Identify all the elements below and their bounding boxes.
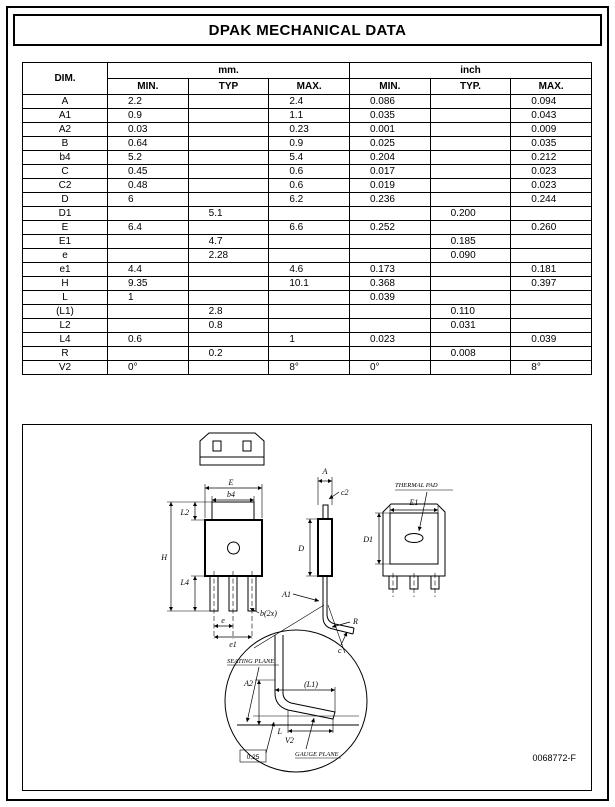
table-row <box>23 347 592 361</box>
value-cell <box>188 109 269 123</box>
value-cell <box>430 221 511 235</box>
value-cell: 0.9 <box>108 109 189 123</box>
value-cell <box>430 165 511 179</box>
mm-typ-header: TYP <box>188 79 269 95</box>
value-cell: 0.181 <box>511 263 592 277</box>
value-cell <box>349 305 430 319</box>
value-cell <box>430 277 511 291</box>
dim-cell: R <box>23 347 108 361</box>
dim-cell: D <box>23 193 108 207</box>
value-cell: 0° <box>108 361 189 375</box>
label-D: D <box>298 544 304 553</box>
gauge-offset-label: 0,25 <box>246 754 260 761</box>
label-E: E <box>228 478 234 487</box>
value-cell <box>108 249 189 263</box>
value-cell <box>188 123 269 137</box>
table-row <box>23 165 592 179</box>
table-row <box>23 151 592 165</box>
value-cell: 0.23 <box>269 123 350 137</box>
label-b4: b4 <box>227 490 235 499</box>
mechanical-drawing-box <box>22 424 592 791</box>
table-body <box>23 95 592 375</box>
value-cell <box>188 277 269 291</box>
value-cell <box>108 207 189 221</box>
mm-max-header: MAX. <box>269 79 350 95</box>
value-cell: 0.397 <box>511 277 592 291</box>
value-cell: 0.9 <box>269 137 350 151</box>
value-cell: 0.086 <box>349 95 430 109</box>
value-cell: 0.252 <box>349 221 430 235</box>
value-cell <box>188 263 269 277</box>
table-row <box>23 319 592 333</box>
value-cell: 5.2 <box>108 151 189 165</box>
value-cell: 8° <box>269 361 350 375</box>
value-cell <box>349 235 430 249</box>
dim-cell: A1 <box>23 109 108 123</box>
dim-cell: A <box>23 95 108 109</box>
value-cell: 0.023 <box>511 179 592 193</box>
value-cell: 0.173 <box>349 263 430 277</box>
label-R: R <box>353 617 358 626</box>
value-cell: 0.090 <box>430 249 511 263</box>
table-row <box>23 109 592 123</box>
value-cell: 0.6 <box>108 333 189 347</box>
value-cell: 0.031 <box>430 319 511 333</box>
dim-cell: H <box>23 277 108 291</box>
value-cell: 0° <box>349 361 430 375</box>
table-row <box>23 95 592 109</box>
table-row <box>23 361 592 375</box>
table-row <box>23 277 592 291</box>
value-cell <box>188 333 269 347</box>
label-b2x: b(2x) <box>260 609 277 618</box>
value-cell: 0.035 <box>349 109 430 123</box>
package-drawing <box>23 425 590 787</box>
label-D1: D1 <box>363 535 373 544</box>
value-cell <box>269 291 350 305</box>
value-cell: 0.212 <box>511 151 592 165</box>
value-cell: 0.110 <box>430 305 511 319</box>
value-cell: 5.4 <box>269 151 350 165</box>
value-cell: 0.6 <box>269 179 350 193</box>
value-cell <box>511 305 592 319</box>
value-cell <box>430 291 511 305</box>
inch-max-header: MAX. <box>511 79 592 95</box>
table-row <box>23 235 592 249</box>
value-cell: 0.200 <box>430 207 511 221</box>
dim-header-cell: DIM. <box>23 63 108 95</box>
value-cell: 4.7 <box>188 235 269 249</box>
value-cell: 0.023 <box>511 165 592 179</box>
dim-cell: L4 <box>23 333 108 347</box>
page-title: DPAK MECHANICAL DATA <box>208 21 407 39</box>
thermal-pad-view <box>362 482 453 597</box>
value-cell <box>108 347 189 361</box>
value-cell: 4.4 <box>108 263 189 277</box>
label-A2: A2 <box>244 679 253 688</box>
table-row <box>23 333 592 347</box>
table-row <box>23 123 592 137</box>
value-cell: 0.6 <box>269 165 350 179</box>
dim-cell: D1 <box>23 207 108 221</box>
value-cell: 0.039 <box>349 291 430 305</box>
value-cell: 0.025 <box>349 137 430 151</box>
value-cell <box>108 305 189 319</box>
value-cell: 0.035 <box>511 137 592 151</box>
label-L1: (L1) <box>304 680 318 689</box>
dim-cell: B <box>23 137 108 151</box>
dim-cell: C2 <box>23 179 108 193</box>
value-cell <box>188 193 269 207</box>
value-cell: 0.023 <box>349 333 430 347</box>
table-row <box>23 291 592 305</box>
value-cell <box>430 151 511 165</box>
label-V2: V2 <box>285 736 294 745</box>
label-e: e <box>221 616 225 625</box>
value-cell <box>269 249 350 263</box>
value-cell: 6.4 <box>108 221 189 235</box>
value-cell: 0.260 <box>511 221 592 235</box>
side-view <box>254 467 358 655</box>
label-A: A <box>322 467 328 476</box>
value-cell: 0.2 <box>188 347 269 361</box>
dim-cell: A2 <box>23 123 108 137</box>
value-cell <box>430 123 511 137</box>
value-cell: 6.2 <box>269 193 350 207</box>
value-cell: 9.35 <box>108 277 189 291</box>
table-row <box>23 249 592 263</box>
label-E1: E1 <box>409 498 419 507</box>
table-row <box>23 193 592 207</box>
value-cell <box>188 151 269 165</box>
value-cell <box>269 347 350 361</box>
value-cell: 0.001 <box>349 123 430 137</box>
table-header <box>23 63 592 95</box>
value-cell <box>188 179 269 193</box>
dim-cell: L2 <box>23 319 108 333</box>
value-cell <box>269 305 350 319</box>
value-cell <box>430 193 511 207</box>
value-cell: 0.039 <box>511 333 592 347</box>
value-cell: 0.009 <box>511 123 592 137</box>
label-e1: e1 <box>229 640 237 649</box>
value-cell: 2.8 <box>188 305 269 319</box>
value-cell: 0.244 <box>511 193 592 207</box>
value-cell <box>430 179 511 193</box>
front-view <box>160 478 277 649</box>
value-cell: 0.64 <box>108 137 189 151</box>
value-cell: 8° <box>511 361 592 375</box>
value-cell: 6 <box>108 193 189 207</box>
value-cell: 0.8 <box>188 319 269 333</box>
value-cell <box>188 221 269 235</box>
mechanical-data-table <box>22 62 592 375</box>
value-cell <box>430 109 511 123</box>
thermal-pad-label: THERMAL PAD <box>395 482 438 489</box>
value-cell <box>349 249 430 263</box>
value-cell: 10.1 <box>269 277 350 291</box>
table-row <box>23 137 592 151</box>
value-cell: 0.008 <box>430 347 511 361</box>
value-cell <box>349 319 430 333</box>
table-row <box>23 221 592 235</box>
label-L4: L4 <box>180 578 189 587</box>
value-cell: 0.45 <box>108 165 189 179</box>
value-cell <box>430 95 511 109</box>
value-cell: 0.185 <box>430 235 511 249</box>
inch-min-header: MIN. <box>349 79 430 95</box>
mm-group-header: mm. <box>108 63 350 79</box>
value-cell: 0.48 <box>108 179 189 193</box>
label-c2: c2 <box>341 488 349 497</box>
value-cell <box>511 235 592 249</box>
label-L2: L2 <box>180 508 189 517</box>
value-cell <box>188 95 269 109</box>
value-cell: 1 <box>108 291 189 305</box>
value-cell: 2.4 <box>269 95 350 109</box>
value-cell <box>108 235 189 249</box>
value-cell <box>349 207 430 221</box>
value-cell: 0.03 <box>108 123 189 137</box>
value-cell <box>188 361 269 375</box>
value-cell: 0.043 <box>511 109 592 123</box>
dim-cell: L <box>23 291 108 305</box>
value-cell: 0.236 <box>349 193 430 207</box>
detail-view <box>225 630 367 772</box>
dim-cell: E <box>23 221 108 235</box>
value-cell <box>430 137 511 151</box>
value-cell <box>511 319 592 333</box>
gauge-plane-label: GAUGE PLANE <box>295 751 339 758</box>
value-cell <box>269 235 350 249</box>
value-cell <box>511 347 592 361</box>
value-cell <box>511 207 592 221</box>
label-L: L <box>277 727 282 736</box>
value-cell <box>349 347 430 361</box>
inch-group-header: inch <box>349 63 591 79</box>
value-cell: 5.1 <box>188 207 269 221</box>
table-row <box>23 305 592 319</box>
value-cell <box>188 291 269 305</box>
label-c: c <box>338 646 342 655</box>
value-cell: 0.094 <box>511 95 592 109</box>
top-view <box>200 433 264 465</box>
value-cell: 1 <box>269 333 350 347</box>
value-cell <box>511 291 592 305</box>
value-cell: 0.019 <box>349 179 430 193</box>
title-box <box>13 14 602 46</box>
dim-cell: e <box>23 249 108 263</box>
table-row <box>23 179 592 193</box>
value-cell: 0.017 <box>349 165 430 179</box>
value-cell <box>511 249 592 263</box>
label-A1: A1 <box>282 590 291 599</box>
value-cell <box>188 137 269 151</box>
dim-cell: V2 <box>23 361 108 375</box>
inch-typ-header: TYP. <box>430 79 511 95</box>
value-cell <box>269 207 350 221</box>
seating-plane-label: SEATING PLANE <box>227 658 275 665</box>
dim-cell: b4 <box>23 151 108 165</box>
value-cell <box>430 361 511 375</box>
table-row <box>23 263 592 277</box>
value-cell <box>430 333 511 347</box>
value-cell <box>108 319 189 333</box>
value-cell <box>188 165 269 179</box>
value-cell: 1.1 <box>269 109 350 123</box>
value-cell <box>269 319 350 333</box>
value-cell: 6.6 <box>269 221 350 235</box>
value-cell: 2.28 <box>188 249 269 263</box>
dim-cell: C <box>23 165 108 179</box>
value-cell: 2.2 <box>108 95 189 109</box>
table-row <box>23 207 592 221</box>
value-cell: 0.368 <box>349 277 430 291</box>
value-cell: 0.204 <box>349 151 430 165</box>
value-cell: 4.6 <box>269 263 350 277</box>
mm-min-header: MIN. <box>108 79 189 95</box>
label-H: H <box>161 553 167 562</box>
dim-cell: e1 <box>23 263 108 277</box>
value-cell <box>430 263 511 277</box>
dim-cell: E1 <box>23 235 108 249</box>
document-code: 0068772-F <box>532 753 576 763</box>
dim-cell: (L1) <box>23 305 108 319</box>
